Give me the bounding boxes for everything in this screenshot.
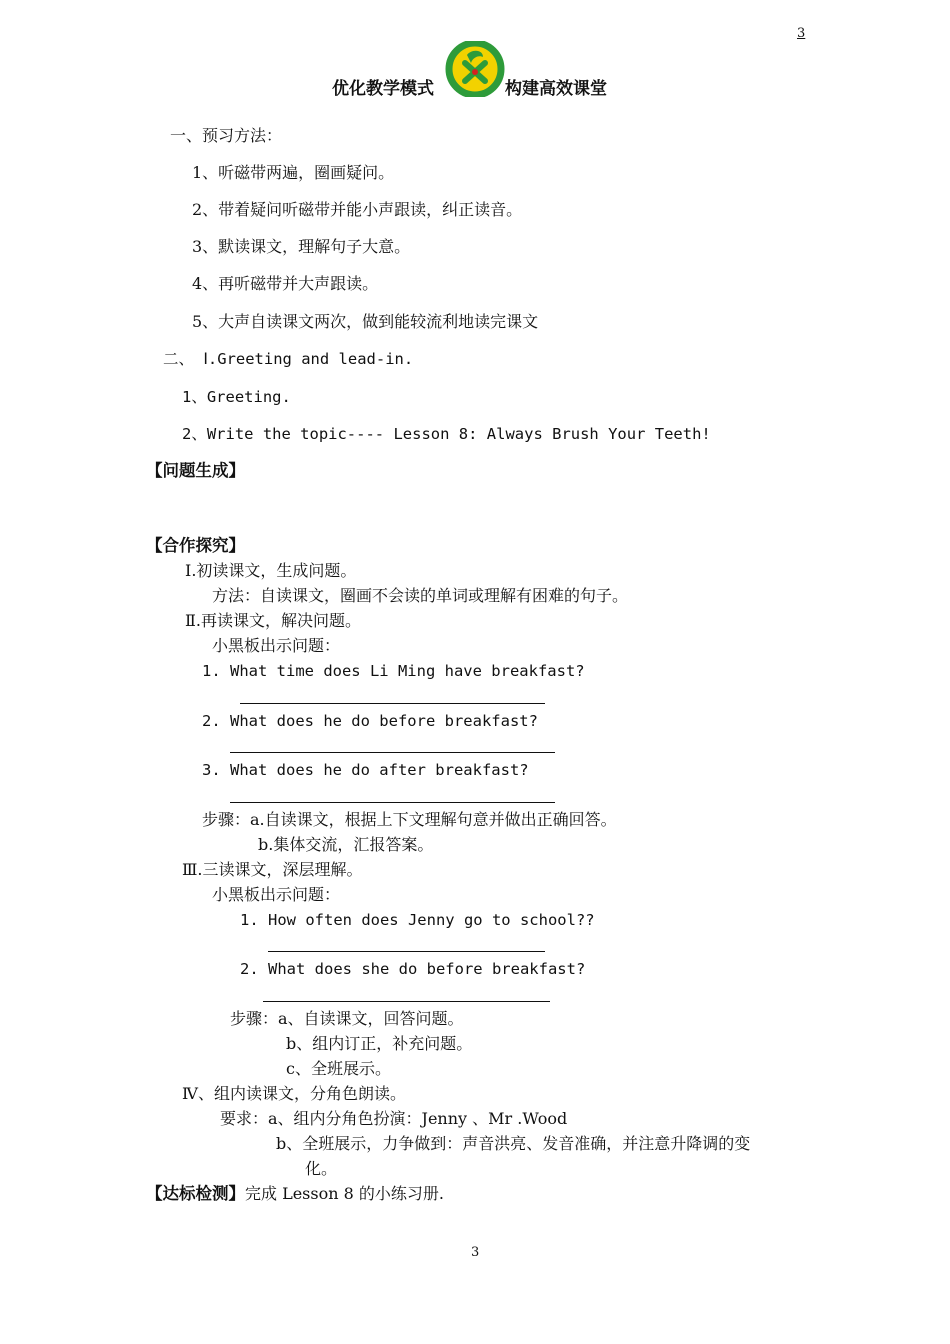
part2-intro: 小黑板出示问题： bbox=[212, 636, 341, 655]
part3-title: Ⅲ.三读课文，深层理解。 bbox=[182, 860, 363, 879]
assessment-line bbox=[146, 1184, 444, 1204]
part2-title: Ⅱ.再读课文，解决问题。 bbox=[185, 611, 361, 630]
part2-step: b.集体交流，汇报答案。 bbox=[258, 835, 434, 854]
section1-item: 2、带着疑问听磁带并能小声跟读，纠正读音。 bbox=[192, 200, 523, 219]
part2-step: 步骤：a.自读课文，根据上下文理解句意并做出正确回答。 bbox=[202, 810, 617, 829]
part3-intro: 小黑板出示问题： bbox=[212, 885, 341, 904]
school-logo-icon bbox=[445, 41, 505, 97]
answer-line[interactable] bbox=[240, 703, 545, 704]
part3-step: b、组内订正，补充问题。 bbox=[286, 1034, 473, 1053]
part4-requirement-cont: 化。 bbox=[305, 1159, 338, 1178]
header-page-number: 3 bbox=[797, 26, 806, 41]
answer-line[interactable] bbox=[268, 951, 545, 952]
part4-requirement: 要求：a、组内分角色扮演：Jenny 、Mr .Wood bbox=[220, 1109, 568, 1128]
part2-question: 2. What does he do before breakfast? bbox=[202, 712, 538, 730]
part1-method: 方法：自读课文，圈画不会读的单词或理解有困难的句子。 bbox=[212, 586, 629, 605]
header-title-left: 优化教学模式 bbox=[332, 79, 434, 99]
part3-step: 步骤：a、自读课文，回答问题。 bbox=[230, 1009, 464, 1028]
section1-heading: 一、预习方法： bbox=[170, 126, 283, 145]
cooperative-exploration-heading: 【合作探究】 bbox=[146, 536, 245, 555]
assessment-heading: 【达标检测】 bbox=[146, 1184, 245, 1203]
section2-heading: 二、 Ⅰ.Greeting and lead-in. bbox=[163, 350, 414, 368]
footer-page-number: 3 bbox=[471, 1245, 480, 1260]
part1-title: Ⅰ.初读课文，生成问题。 bbox=[185, 561, 357, 580]
answer-line[interactable] bbox=[230, 752, 555, 753]
header-title-right: 构建高效课堂 bbox=[505, 79, 607, 99]
section1-item: 3、默读课文，理解句子大意。 bbox=[192, 237, 411, 256]
section1-item: 5、大声自读课文两次，做到能较流利地读完课文 bbox=[192, 312, 539, 331]
part2-question: 3. What does he do after breakfast? bbox=[202, 761, 529, 779]
part3-question: 2. What does she do before breakfast? bbox=[240, 960, 586, 978]
part2-question: 1. What time does Li Ming have breakfast? bbox=[202, 662, 585, 680]
section2-item: 1、Greeting. bbox=[182, 388, 291, 406]
answer-line[interactable] bbox=[263, 1001, 550, 1002]
assessment-text: 完成 Lesson 8 的小练习册. bbox=[245, 1184, 444, 1203]
school-logo bbox=[445, 41, 505, 97]
part4-title: Ⅳ、组内读课文，分角色朗读。 bbox=[182, 1084, 406, 1103]
part4-requirement: b、全班展示，力争做到：声音洪亮、发音准确，并注意升降调的变 bbox=[276, 1134, 751, 1153]
section2-item: 2、Write the topic---- Lesson 8: Always Brush Your Teeth! bbox=[182, 425, 711, 443]
section1-item: 4、再听磁带并大声跟读。 bbox=[192, 274, 379, 293]
part3-step: c、全班展示。 bbox=[286, 1059, 391, 1078]
answer-line[interactable] bbox=[230, 802, 555, 803]
section1-item: 1、听磁带两遍，圈画疑问。 bbox=[192, 163, 395, 182]
problem-generation-heading: 【问题生成】 bbox=[146, 461, 245, 480]
part3-question: 1. How often does Jenny go to school?? bbox=[240, 911, 595, 929]
